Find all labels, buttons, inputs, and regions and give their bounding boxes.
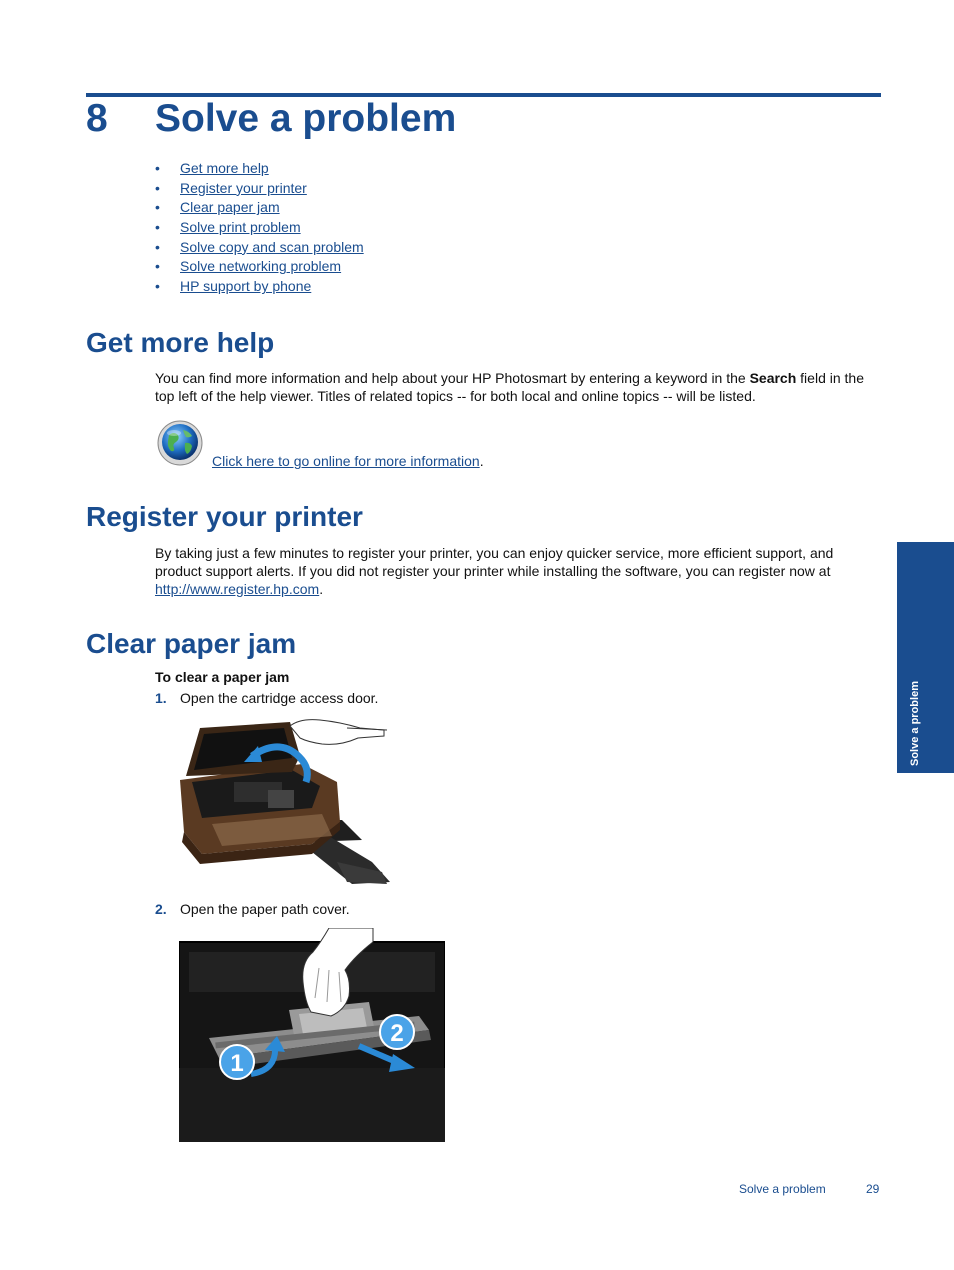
paper-path-cover-image bbox=[179, 928, 445, 1142]
toc-item bbox=[155, 197, 364, 217]
toc-item bbox=[155, 276, 364, 296]
heading-clear-paper-jam: Clear paper jam bbox=[86, 628, 297, 659]
step-number: 2. bbox=[155, 901, 167, 917]
search-keyword: Search bbox=[749, 370, 797, 386]
bullet-icon: • bbox=[155, 219, 160, 236]
chapter-toc bbox=[155, 158, 364, 296]
step-1 bbox=[155, 689, 378, 707]
chapter-title: Solve a problem bbox=[155, 97, 457, 140]
printer-open-door-image bbox=[172, 712, 394, 890]
toc-link-clear-paper-jam[interactable]: Clear paper jam bbox=[180, 199, 280, 216]
heading-get-more-help: Get more help bbox=[86, 327, 275, 358]
toc-item bbox=[155, 217, 364, 237]
bullet-icon: • bbox=[155, 238, 160, 255]
bullet-icon: • bbox=[155, 179, 160, 196]
footer-section-title: Solve a problem bbox=[739, 1182, 826, 1196]
step-2 bbox=[155, 900, 350, 918]
figure-badge-1-label: 1 bbox=[230, 1050, 244, 1077]
bullet-icon: • bbox=[155, 258, 160, 275]
side-tab bbox=[897, 542, 954, 773]
toc-link-solve-networking[interactable]: Solve networking problem bbox=[180, 258, 342, 275]
toc-item bbox=[155, 158, 364, 178]
bullet-icon: • bbox=[155, 160, 160, 176]
online-info-link[interactable]: Click here to go online for more information bbox=[212, 453, 480, 469]
online-info-text: Click here to go online for more information. bbox=[212, 453, 484, 469]
step-text: Open the paper path cover. bbox=[180, 901, 350, 917]
toc-link-hp-support-phone[interactable]: HP support by phone bbox=[180, 278, 312, 295]
heading-register-printer: Register your printer bbox=[86, 501, 363, 532]
chapter-number: 8 bbox=[86, 97, 108, 140]
procedure-title: To clear a paper jam bbox=[155, 669, 290, 685]
toc-item bbox=[155, 237, 364, 257]
bullet-icon: • bbox=[155, 199, 160, 216]
toc-item bbox=[155, 256, 364, 276]
globe-icon[interactable] bbox=[156, 419, 204, 467]
footer-page-number: 29 bbox=[866, 1182, 880, 1196]
figure-badge-2-label: 2 bbox=[390, 1020, 404, 1047]
side-tab-label: Solve a problem bbox=[909, 681, 921, 766]
toc-link-solve-copy-scan[interactable]: Solve copy and scan problem bbox=[180, 238, 364, 255]
bullet-icon: • bbox=[155, 278, 160, 295]
step-number: 1. bbox=[155, 690, 167, 706]
toc-link-solve-print-problem[interactable]: Solve print problem bbox=[180, 219, 301, 236]
toc-item bbox=[155, 178, 364, 198]
toc-link-register-printer[interactable]: Register your printer bbox=[180, 179, 307, 196]
register-text: By taking just a few minutes to register your printer, you can enjoy quicker service, more efficient support, and product support alerts. If you did not register your printer while installing the software, you can register now at http://www.register.hp.com. bbox=[155, 545, 834, 597]
get-more-help-text: You can find more information and help about your HP Photosmart by entering a keyword in the Search field in the top left of the help viewer. Titles of related topics -- for both local and online topics -- will be listed. bbox=[155, 370, 864, 404]
register-link[interactable]: http://www.register.hp.com bbox=[155, 581, 320, 597]
step-text: Open the cartridge access door. bbox=[180, 690, 379, 706]
toc-link-get-more-help[interactable]: Get more help bbox=[180, 160, 269, 176]
